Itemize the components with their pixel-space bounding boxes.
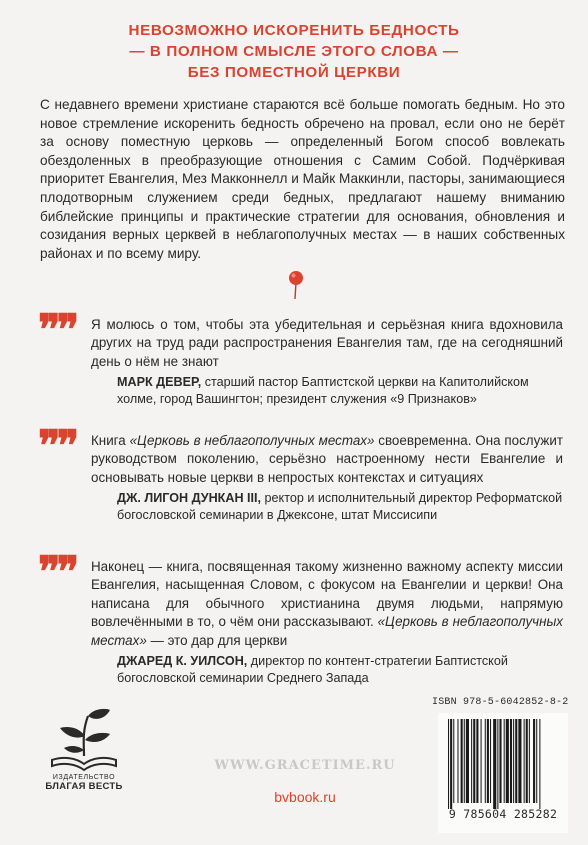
quote-block-1 [38, 305, 568, 409]
publisher-name: БЛАГАЯ ВЕСТЬ [45, 781, 123, 792]
quote-attribution [117, 653, 563, 687]
intro-paragraph: С недавнего времени христиане стараются всё больше помогать бедным. Но это новое стремление искоренить бедность обречено на провал, если оно не берёт за основу поместную церковь — определенный Богом способ вовлекать обездоленных в преобразующие отношения с Самим Собой. Подчёркивая приоритет Евангелия, Мез Макконнелл и Майк Маккинли, пасторы, занимающиеся плодотворным служением среди бедных, предлагают нашему вниманию библейские принципы и практические стратегии для основания, обновления и созидания верных церквей в неблагополучных местах — в наших собственных районах и по всему миру. [40, 97, 565, 261]
book-title: «Церковь в неблагополучных местах» [129, 433, 375, 448]
publisher-label: ИЗДАТЕЛЬСТВО [52, 774, 116, 781]
quote-text: Книга «Церковь в неблагополучных местах» своевременна. Она послужит руководством поколению, серьёзно настроенному нести Евангелие и основывать новые церкви в непростых контекстах и ситуациях [91, 433, 564, 485]
headline-line-2: — В ПОЛНОМ СМЫСЛЕ ЭТОГО СЛОВА — [129, 43, 459, 60]
plant-book-icon [48, 706, 120, 772]
barcode [438, 713, 568, 833]
quote-block-3 [38, 547, 568, 687]
headline-line-3: БЕЗ ПОМЕСТНОЙ ЦЕРКВИ [187, 64, 401, 81]
barcode-bars [438, 713, 568, 809]
quote-author-role: старший пастор Баптистской церкви на Капитолийском холме, город Вашингтон; президент служения «9 Признаков» [117, 375, 529, 407]
quote-block-2 [38, 421, 568, 525]
quote-author-role: директор по контент-стратегии Баптистской богословской семинарии Среднего Запада [117, 654, 508, 686]
quote-attribution [117, 374, 563, 408]
quote-author: ДЖАРЕД К. УИЛСОН, [117, 654, 248, 669]
quote-mark-icon: ❞❞ [38, 305, 76, 354]
headline-line-1: НЕВОЗМОЖНО ИСКОРЕНИТЬ БЕДНОСТЬ [128, 22, 460, 39]
website-bvbook[interactable]: bvbook.ru [274, 789, 336, 805]
publisher-logo [44, 706, 124, 792]
quote-text: Наконец — книга, посвященная такому жизненно важному аспекту миссии Евангелия, насыщенная Словом, с фокусом на Евангелии и церкви! Она написана для обычного христианина двумя людьми, напрямую вовлечёнными в то, о чём они рассказывают. «Церковь в неблагополучных местах» — это дар для церкви [91, 559, 563, 648]
isbn-text: ISBN 978-5-6042852-8-2 [432, 697, 569, 708]
book-title: «Церковь в неблагополучных местах» [91, 614, 563, 648]
quote-author: ДЖ. ЛИГОН ДУНКАН III, [117, 491, 262, 506]
quote-author: МАРК ДЕВЕР, [117, 375, 202, 390]
pushpin-icon [287, 270, 305, 300]
quote-mark-icon: ❞❞ [38, 421, 76, 470]
headline [0, 20, 588, 83]
quote-author-role: ректор и исполнительный директор Реформатской богословской семинарии в Джексоне, штат Миссисипи [117, 491, 563, 523]
barcode-number: 9 785604 285282 [448, 807, 558, 821]
website-gracetime[interactable]: WWW.GRACETIME.RU [214, 758, 396, 773]
quote-attribution [117, 490, 563, 524]
quote-mark-icon: ❞❞ [38, 547, 76, 596]
quote-text: Я молюсь о том, чтобы эта убедительная и серьёзная книга вдохновила других на труд ради распространения Евангелия там, где на сегодняшний день о нём не знают [91, 317, 563, 369]
